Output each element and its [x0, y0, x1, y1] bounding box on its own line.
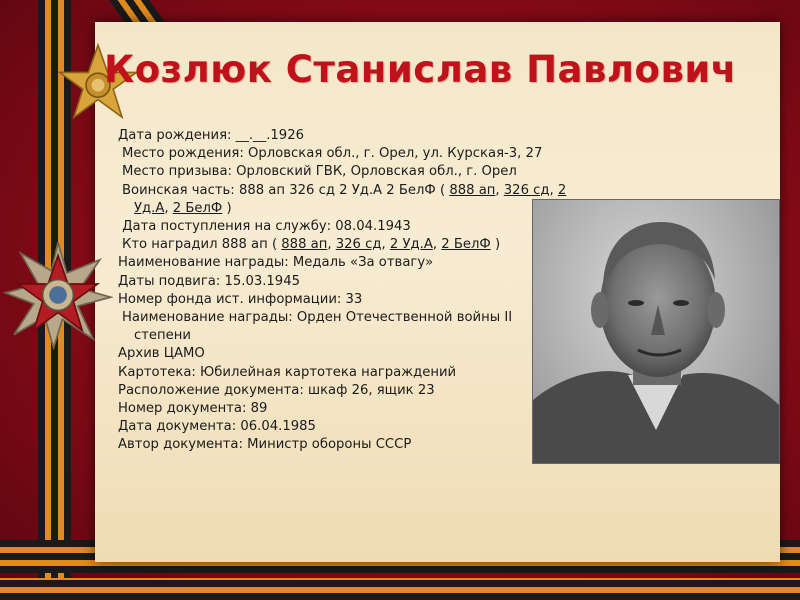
- info-row: [118, 364, 573, 382]
- link-888ap[interactable]: 888 ап: [281, 237, 328, 253]
- link-2belf[interactable]: 2 БелФ: [441, 237, 491, 253]
- link-326sd[interactable]: 326 сд: [335, 237, 382, 253]
- info-row: Кто наградил 888 ап ( 888 ап, 326 сд, 2 Уд.А, 2 БелФ ): [122, 237, 501, 253]
- link-2uda[interactable]: 2 Уд.А: [134, 182, 567, 216]
- row-text: Расположение документа: шкаф 26, ящик 23: [118, 382, 435, 398]
- row-text: Дата поступления на службу: 08.04.1943: [118, 219, 411, 235]
- info-list: [118, 127, 573, 455]
- info-row: [118, 254, 573, 272]
- row-text: Дата документа: 06.04.1985: [118, 419, 316, 435]
- info-row: [118, 400, 573, 418]
- page-title: Козлюк Станислав Павлович: [104, 48, 737, 91]
- row-text: Кто наградил 888 ап (: [122, 237, 282, 253]
- row-text: Картотека: Юбилейная картотека награждений: [118, 364, 457, 380]
- red-star-order-icon: [3, 240, 113, 350]
- row-text: Дата рождения: __.__.1926: [118, 128, 304, 143]
- info-row: [118, 382, 573, 400]
- row-text: Место призыва: Орловский ГВК, Орловская обл., г. Орел: [122, 164, 517, 180]
- row-text: Номер фонда ист. информации: 33: [118, 291, 363, 307]
- info-row: Воинская часть: 888 ап 326 сд 2 Уд.А 2 БелФ ( 888 ап, 326 сд, 2 Уд.А, 2 БелФ ): [122, 182, 567, 216]
- link-2belf[interactable]: 2 БелФ: [172, 200, 223, 216]
- row-text: Даты подвига: 15.03.1945: [118, 273, 300, 289]
- portrait-illustration: [533, 200, 779, 463]
- info-row: [118, 309, 573, 345]
- ribbon-bottom-horizontal-2: [0, 578, 800, 600]
- portrait-photo: [532, 199, 780, 464]
- info-row: [118, 345, 573, 363]
- info-row: [118, 218, 573, 236]
- row-text: Наименование награды: Медаль «За отвагу»: [118, 255, 434, 271]
- info-row: [118, 127, 573, 145]
- link-326sd[interactable]: 326 сд: [503, 182, 550, 198]
- row-text: Наименование награды: Орден Отечественной войны II степени: [122, 310, 513, 344]
- row-text: Номер документа: 89: [118, 401, 268, 417]
- info-row: [118, 273, 573, 291]
- info-row: [118, 145, 573, 163]
- row-text: Архив ЦАМО: [118, 346, 205, 362]
- info-row: [118, 291, 573, 309]
- row-text: Воинская часть: 888 ап 326 сд 2 Уд.А 2 БелФ (: [122, 182, 450, 198]
- link-2uda[interactable]: 2 Уд.А: [389, 237, 433, 253]
- row-tail: ): [222, 200, 232, 216]
- link-888ap[interactable]: 888 ап: [449, 182, 496, 198]
- row-tail: ): [490, 237, 501, 253]
- info-row: [118, 418, 573, 436]
- info-row: [118, 436, 573, 454]
- info-row: [118, 163, 573, 181]
- row-text: Автор документа: Министр обороны СССР: [118, 437, 412, 453]
- row-text: Место рождения: Орловская обл., г. Орел, ул. Курская-3, 27: [122, 146, 543, 162]
